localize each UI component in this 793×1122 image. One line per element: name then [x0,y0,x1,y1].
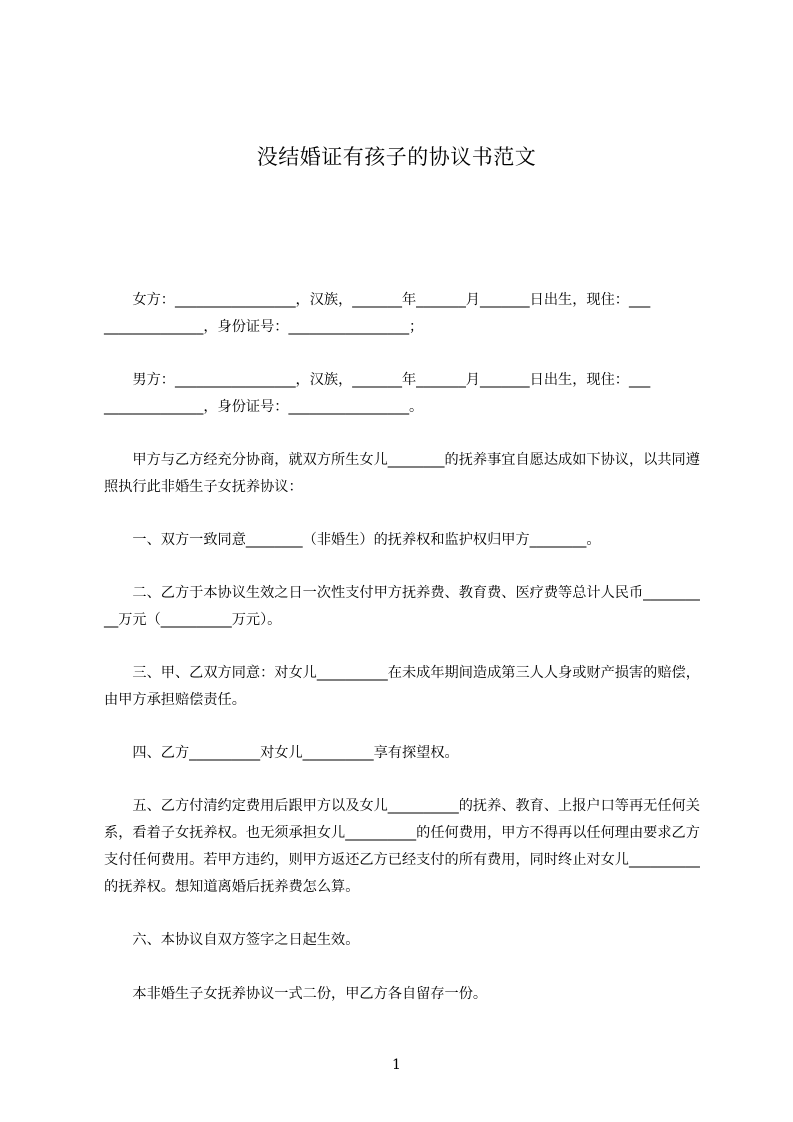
paragraph-copies: 本非婚生子女抚养协议一式二份，甲乙方各自留存一份。 [104,986,488,1002]
paragraph-preamble: 甲方与乙方经充分协商，就双方所生女儿________的抚养事宜自愿达成如下协议，以共同遵照执行此非婚生子女抚养协议： [104,452,700,495]
paragraph-male-party: 男方：_________________，汉族，_______年_______月_______日出生，现住：___ ______________，身份证号：_________________。 [104,372,651,415]
page-number: 1 [392,1057,401,1073]
paragraph-clause-3: 三、甲、乙双方同意：对女儿__________在未成年期间造成第三人人身或财产损害的赔偿，由甲方承担赔偿责任。 [104,665,700,708]
paragraph-clause-2: 二、乙方于本协议生效之日一次性支付甲方抚养费、教育费、医疗费等总计人民币__________万元（__________万元）。 [104,585,700,628]
paragraph-female-party: 女方：_________________，汉族，_______年_______月_______日出生，现住：___ ______________，身份证号：_________________； [104,292,651,335]
document-title: 没结婚证有孩子的协议书范文 [256,145,537,169]
paragraph-clause-6: 六、本协议自双方签字之日起生效。 [104,932,360,948]
paragraph-clause-1: 一、双方一致同意________（非婚生）的抚养权和监护权归甲方________。 [104,532,601,548]
paragraph-clause-5: 五、乙方付清约定费用后跟甲方以及女儿__________的抚养、教育、上报户口等再无任何关系，看着子女抚养权。也无须承担女儿__________的任何费用，甲方不得再以任何理由要求乙方支付任何费用。若甲方违约，则甲方返还乙方已经支付的所有费用，同时终止对女儿__________的抚养权。想知道离婚后抚养费怎么算。 [104,798,700,895]
paragraph-clause-4: 四、乙方__________对女儿__________享有探望权。 [104,745,459,761]
